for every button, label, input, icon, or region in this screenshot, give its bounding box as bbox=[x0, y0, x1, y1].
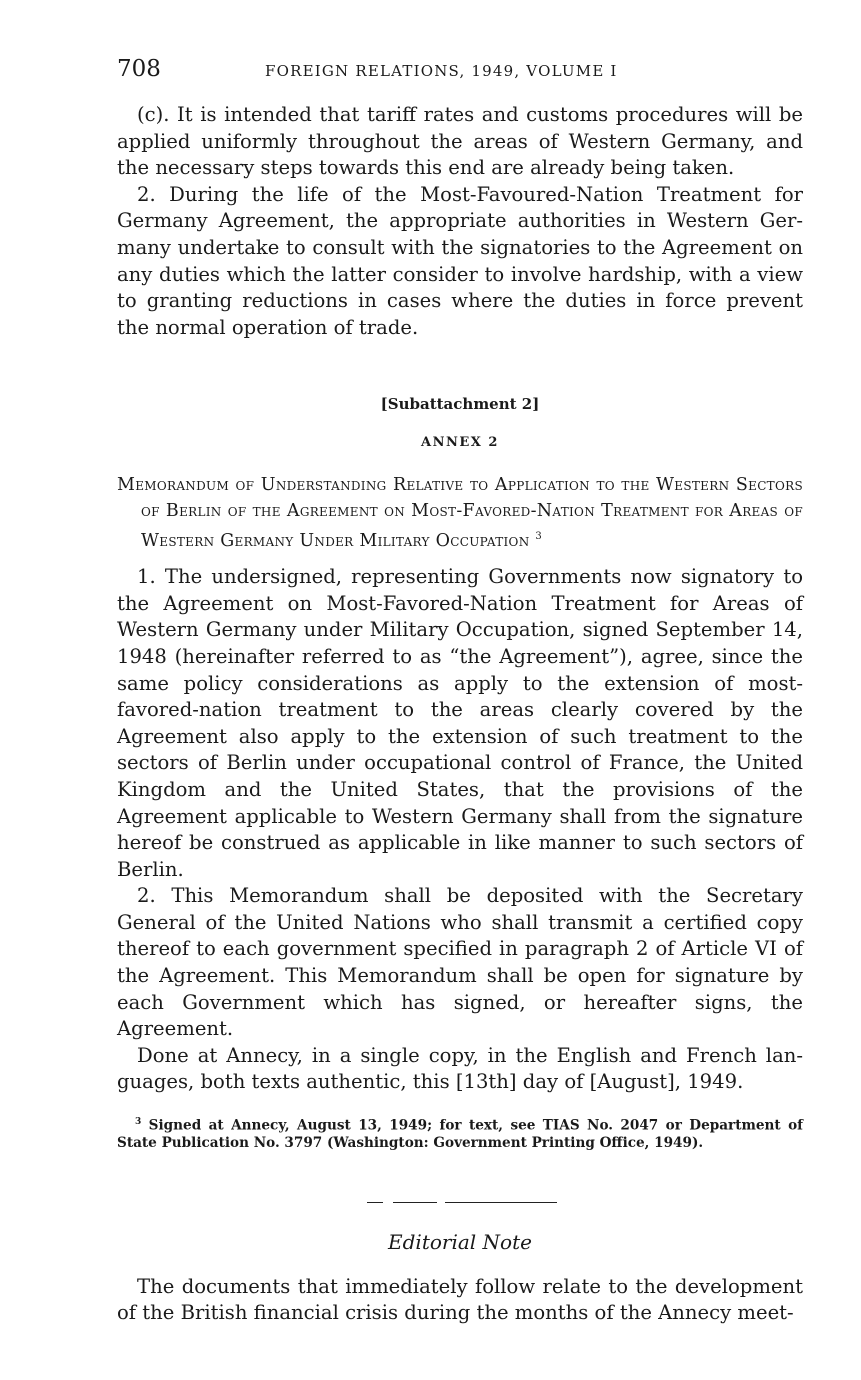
subattachment-label: [Subattachment 2] bbox=[380, 395, 540, 414]
memo-paragraph-2: 2. This Memorandum shall be deposited with the Secretary General of the United Nations who shall transmit a certified copy thereof to each government specified in paragraph 2 of Article VI of the Agreement. This Memorandum shall be open for signature by each Government which has signed, or hereafter signs, the Agreement. bbox=[117, 884, 803, 1041]
page-number: 708 bbox=[117, 56, 161, 82]
memo-done-at: Done at Annecy, in a single copy, in the English and French languages, both texts authentic, this [13th] day of [August], 1949. bbox=[117, 1043, 803, 1094]
paragraph-c: (c). It is intended that tariff rates and customs procedures will be applied uniformly throughout the areas of Western Germany, and the necessary steps towards this end are already being taken. bbox=[117, 103, 803, 180]
editorial-note-title: Editorial Note bbox=[388, 1229, 532, 1254]
memorandum-title-text: Memorandum of Understanding Relative to Application to the Western Sectors of Berlin of the Agreement on Most-Favored-Nation Treatment for Areas of Western Germany Under Military Occupation bbox=[117, 475, 803, 552]
footnote-text: Signed at Annecy, August 13, 1949; for text, see TIAS No. 2047 or Department of State Publication No. 3797 (Washington: Government Printing Office, 1949). bbox=[117, 1117, 803, 1151]
memo-paragraph-1: 1. The undersigned, representing Governments now signatory to the Agreement on Most-Favored-Nation Treatment for Areas of Western Germany under Military Occupation, signed September 14, 1948 (hereinafter referred to as “the Agreement”), agree, since the same policy considerations as apply to the extension of most-favored-nation treatment to the areas clearly covered by the Agreement also apply to the extension of such treatment to the sectors of Berlin under occupational control of France, the United Kingdom and the United States, that the provisions of the Agreement applicable to Western Germany shall from the signature hereof be construed as applicable in like manner to such sectors of Berlin. bbox=[117, 565, 803, 881]
paragraph-2-consultation: 2. During the life of the Most-Favoured-Nation Treatment for Germany Agreement, the appropriate authorities in Western Germany undertake to consult with the signatories to the Agreement on any duties which the latter consider to involve hardship, with a view to granting reductions in cases where the duties in force prevent the normal operation of trade. bbox=[117, 182, 803, 339]
footnote-reference[interactable]: 3 bbox=[535, 531, 543, 543]
footnote bbox=[117, 1114, 803, 1152]
running-title: FOREIGN RELATIONS, 1949, VOLUME I bbox=[265, 62, 618, 80]
memorandum-title bbox=[117, 472, 803, 554]
footnote-marker: 3 bbox=[135, 1117, 142, 1128]
document-page bbox=[117, 52, 803, 1327]
editorial-note-text: The documents that immediately follow relate to the development of the British financial crisis during the months of the Annecy meet- bbox=[117, 1274, 803, 1325]
annex-label: ANNEX 2 bbox=[421, 435, 499, 451]
section-divider bbox=[117, 1202, 803, 1204]
running-head bbox=[117, 52, 803, 88]
